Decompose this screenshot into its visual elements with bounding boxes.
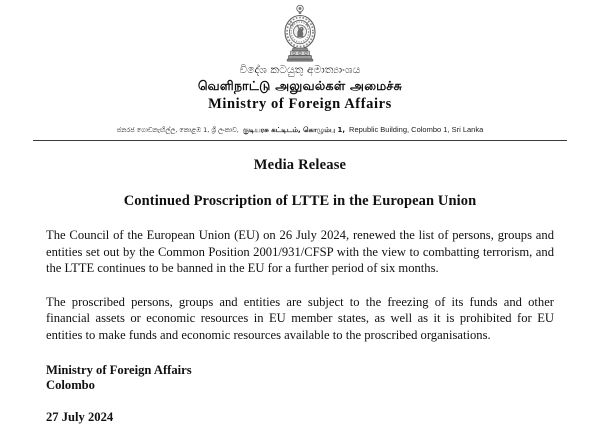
sri-lanka-national-emblem-icon [278,4,322,62]
letterhead [0,0,600,113]
ministry-name-english: Ministry of Foreign Affairs [208,96,392,112]
address-line [33,119,567,137]
address-english: Republic Building, Colombo 1, Sri Lanka [349,125,484,134]
ministry-name-tamil: வெளிநாட்டு அலுவல்கள் அமைச்சு [197,78,403,93]
media-release-label: Media Release [253,157,347,173]
paragraph-1: The Council of the European Union (EU) on 26 July 2024, renewed the list of persons, groups and entities set out by the Common Position 2001/931/CFSP with the view to combatting terrorism, and the LTTE continues to be banned in the EU for a further period of six months. [46,228,554,276]
address-tamil: குடியரசு கட்டிடம், கொழும்பு 1, [242,126,346,134]
address-sinhala: ජනරජ ගොඩනැඟිල්ල, කොළඹ 1, ශ්‍රී ලංකාව, [116,126,239,134]
signoff-ministry: Ministry of Foreign Affairs [46,362,192,377]
signoff-city: Colombo [46,377,95,392]
document-body [46,227,554,425]
page-title: Continued Proscription of LTTE in the European Union [123,193,477,209]
ministry-name-sinhala: විදේශ කටයුතු අමාත්‍යාංශය [239,64,361,76]
letterhead-divider [33,140,567,141]
signature-block [46,363,554,393]
paragraph-2: The proscribed persons, groups and entities are subject to the freezing of its funds and other financial assets or economic resources in EU member states, as well as it is prohibited for EU entities to make funds and economic resources available to the proscribed organisations. [46,294,554,342]
document-date: 27 July 2024 [46,409,114,424]
